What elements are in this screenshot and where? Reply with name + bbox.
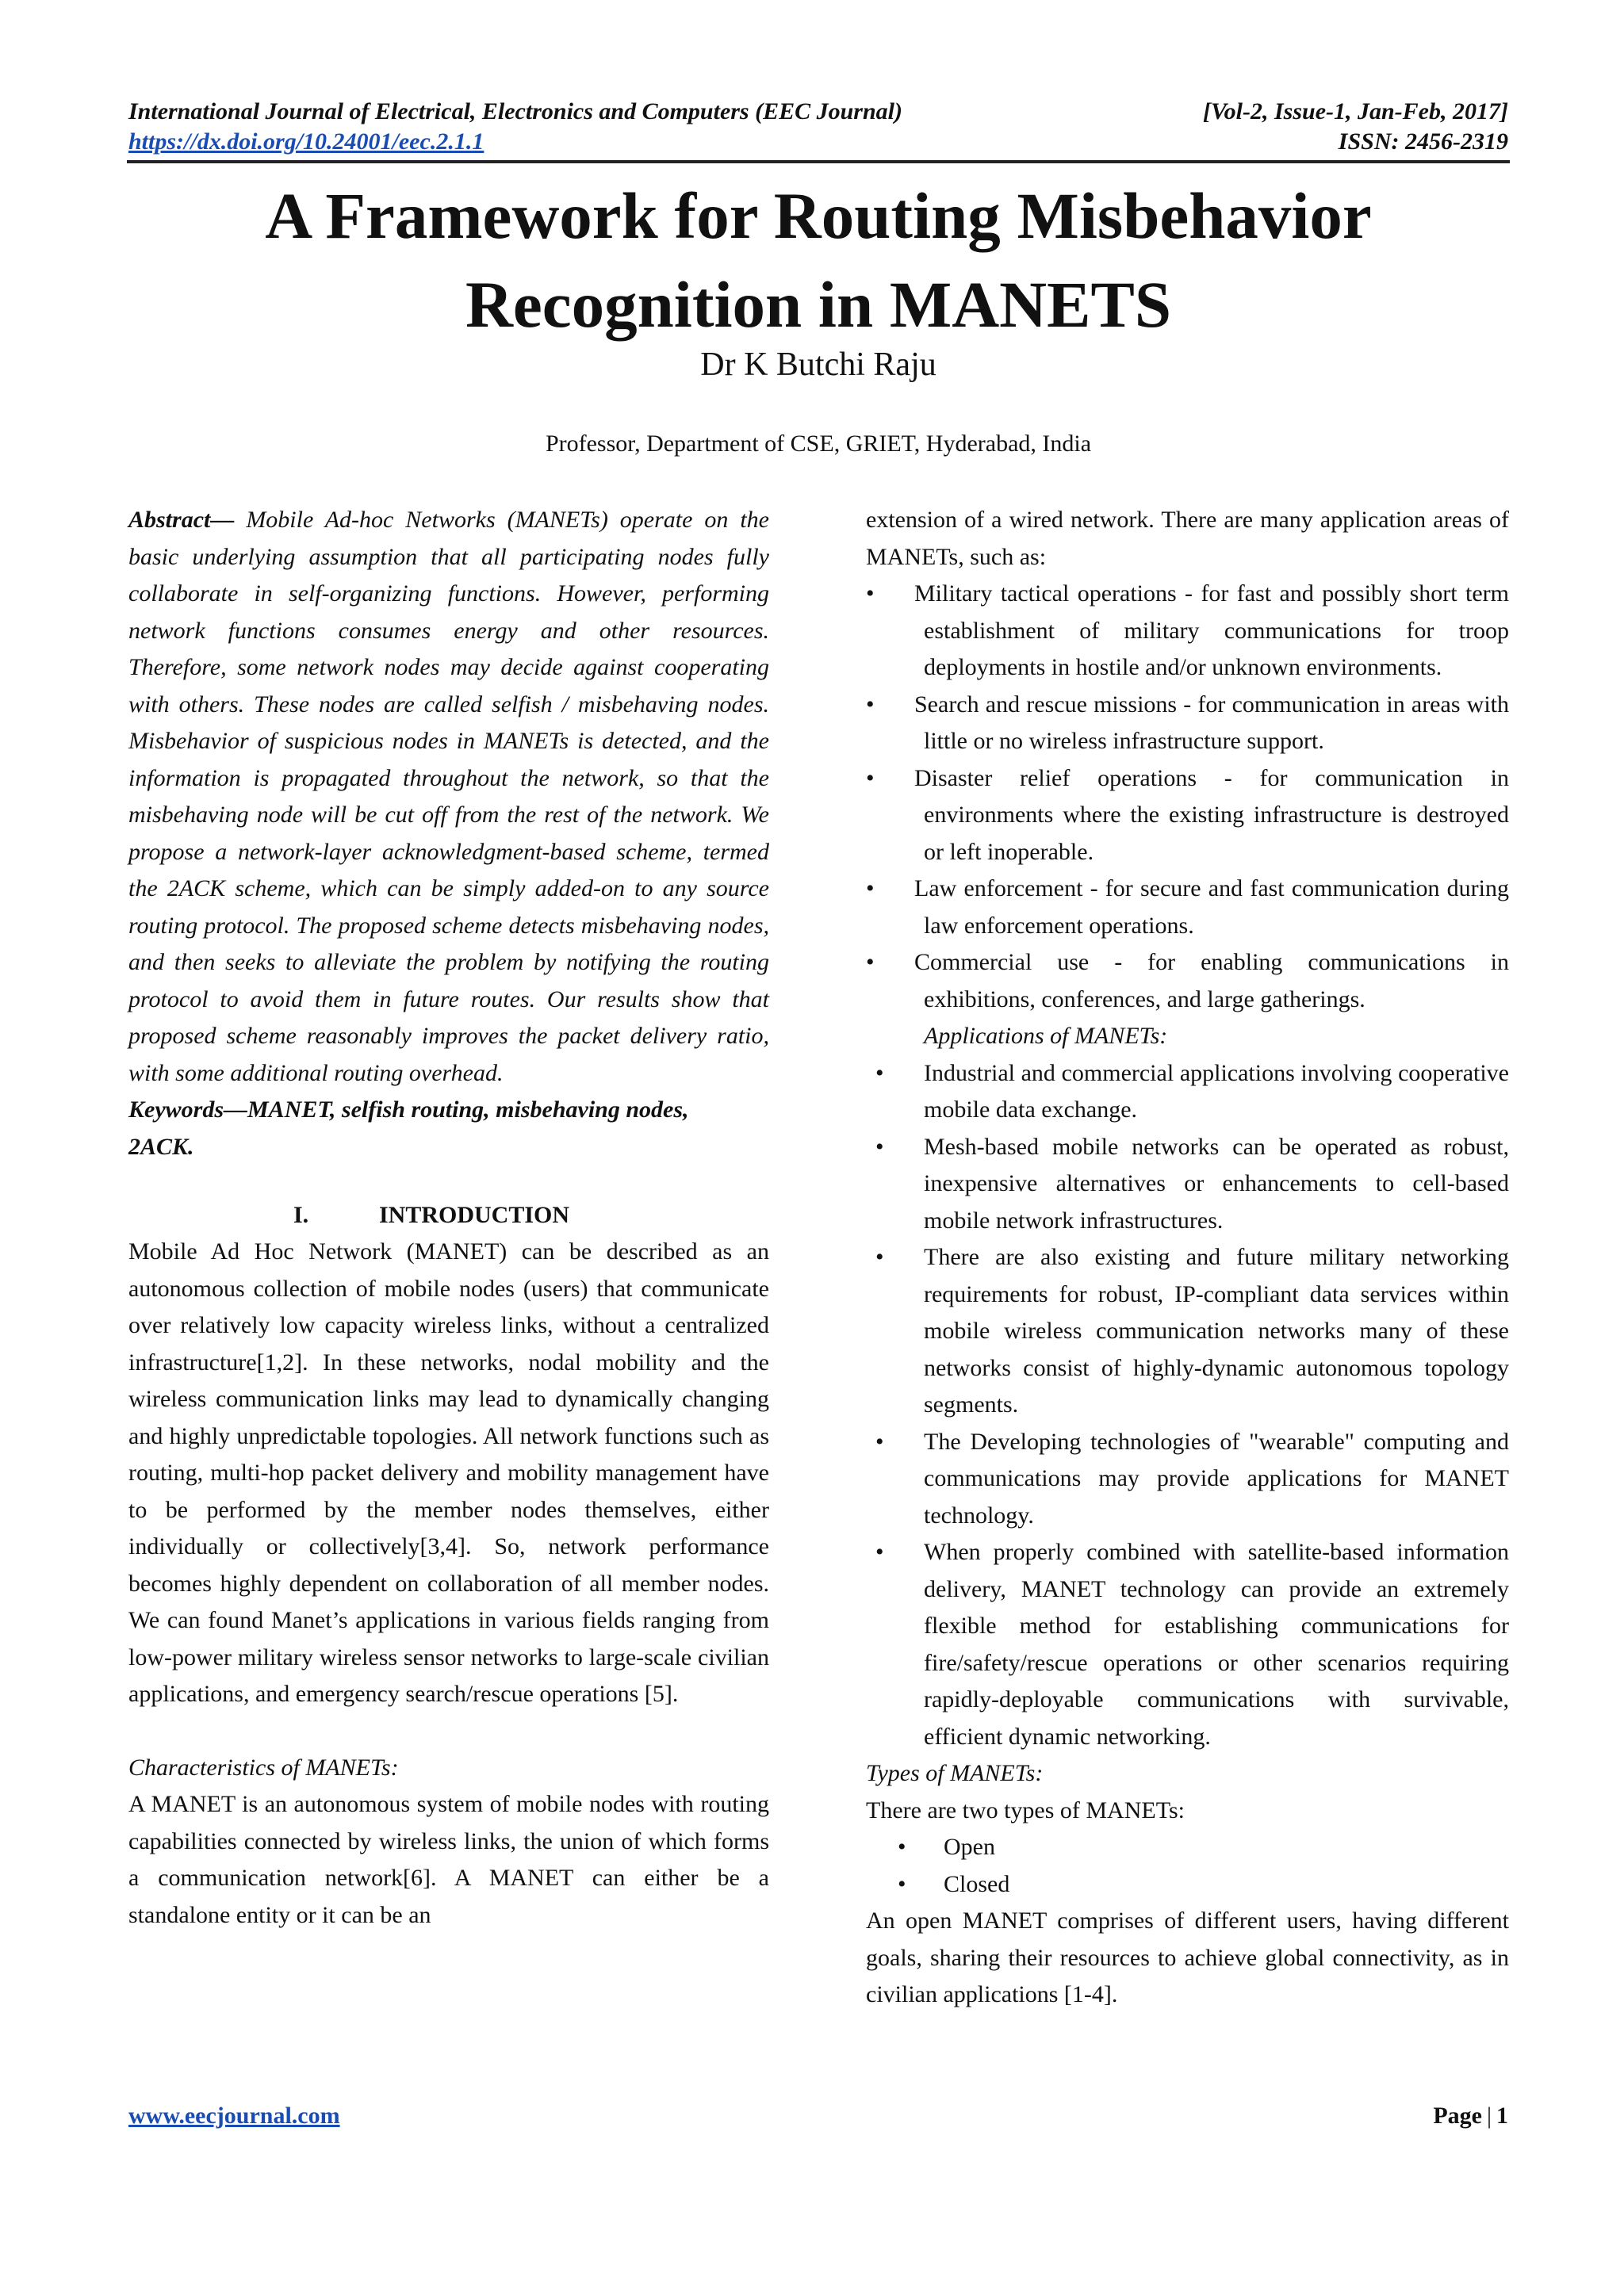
list-item: • Open [866,1829,1509,1866]
page-indicator [1433,2103,1508,2130]
footer [128,2103,1508,2134]
page-separator: | [1486,2103,1492,2129]
list-item: • There are also existing and future military networking requirements for robust, IP-compliant data services within mobile wireless communication networks many of these networks consist of highly-dynamic autonomous topology segments. [866,1239,1509,1424]
author: Dr K Butchi Raju [700,346,936,383]
open-manet-paragraph: An open MANET comprises of different users, having different goals, sharing their resources to achieve global connectivity, as in civilian applications [1-4]. [866,1908,1509,2007]
journal-website-link[interactable]: www.eecjournal.com [128,2103,340,2129]
continued-paragraph: extension of a wired network. There are many application areas of MANETs, such as: [866,507,1509,570]
journal-name: International Journal of Electrical, Electronics and Computers (EEC Journal) [128,98,902,124]
title-line-2: Recognition in MANETS [465,268,1172,341]
list-item: • Closed [866,1866,1509,1904]
applications-heading: Applications of MANETs: [924,1023,1168,1049]
abstract [128,502,769,1092]
characteristics-heading: Characteristics of MANETs: [128,1754,399,1781]
list-item: • Military tactical operations - for fast and possibly short term establishment of military communications for troop deployments in hostile and/or unknown environments. [866,576,1509,687]
application-areas-list [866,576,1509,1018]
list-item: • Search and rescue missions - for communication in areas with little or no wireless infrastructure support. [866,687,1509,760]
characteristics-paragraph: A MANET is an autonomous system of mobile nodes with routing capabilities connected by wireless links, the union of which forms a communication network[6]. A MANET can either be a standalone entity or it can be an [128,1791,769,1928]
list-item: • Law enforcement - for secure and fast communication during law enforcement operations. [866,871,1509,944]
right-column [866,502,1509,2014]
title-line-1: A Framework for Routing Misbehavior [265,179,1372,252]
issn: ISSN: 2456-2319 [1338,128,1508,155]
abstract-label: Abstract— [128,507,235,533]
intro-paragraph: Mobile Ad Hoc Network (MANET) can be described as an autonomous collection of mobile nodes (users) that communicate over relatively low capacity wireless links, without a centralized infrastructure[1,2]. In these networks, nodal mobility and the wireless communication links may lead to dynamically changing and highly unpredictable topologies. All network functions such as routing, multi-hop packet delivery and mobility management have to be performed by the member nodes themselves, either individually or collectively[3,4]. So, network performance becomes highly dependent on collaboration of all member nodes. We can found Manet’s applications in various fields ranging from low-power military wireless sensor networks to large-scale civilian applications, and emergency search/rescue operations [5]. [128,1238,769,1707]
list-item: • Mesh-based mobile networks can be operated as robust, inexpensive alternatives or enhancements to cell-based mobile network infrastructures. [866,1129,1509,1240]
keywords: Keywords—MANET, selfish routing, misbehaving nodes, 2ACK. [128,1096,689,1160]
section-heading-introduction [128,1197,769,1234]
page-number: 1 [1496,2103,1508,2129]
types-heading: Types of MANETs: [866,1760,1044,1786]
list-item: • Commercial use - for enabling communications in exhibitions, conferences, and large gatherings. [866,944,1509,1018]
section-number: I. [293,1202,309,1228]
applications-list [866,1055,1509,1756]
paper-title [128,171,1508,349]
section-title: INTRODUCTION [379,1202,570,1228]
types-intro: There are two types of MANETs: [866,1797,1185,1823]
list-item: • The Developing technologies of "wearable" computing and communications may provide applications for MANET technology. [866,1424,1509,1535]
page-label: Page [1433,2103,1482,2129]
header-rule [127,160,1510,163]
list-item: • Disaster relief operations - for communication in environments where the existing infrastructure is destroyed or left inoperable. [866,760,1509,871]
types-list [866,1829,1509,1903]
list-item: • When properly combined with satellite-based information delivery, MANET technology can provide an extremely flexible method for establishing communications for fire/safety/rescue operations or other scenarios requiring rapidly-deployable communications with survivable, efficient dynamic networking. [866,1534,1509,1755]
doi-link[interactable]: https://dx.doi.org/10.24001/eec.2.1.1 [128,128,485,155]
abstract-text: Mobile Ad-hoc Networks (MANETs) operate on the basic underlying assumption that all participating nodes fully collaborate in self-organizing functions. However, performing network functions consumes energy and other resources. Therefore, some network nodes may decide against cooperating with others. These nodes are called selfish / misbehaving nodes. Misbehavior of suspicious nodes in MANETs is detected, and the information is propagated throughout the network, so that the misbehaving node will be cut off from the rest of the network. We propose a network-layer acknowledgment-based scheme, termed the 2ACK scheme, which can be simply added-on to any source routing protocol. The proposed scheme detects misbehaving nodes, and then seeks to alleviate the problem by notifying the routing protocol to avoid them in future routes. Our results show that proposed scheme reasonably improves the packet delivery ratio, with some additional routing overhead. [128,507,769,1086]
affiliation: Professor, Department of CSE, GRIET, Hyderabad, India [545,430,1092,457]
left-column [128,502,769,1934]
spacer [128,1713,769,1750]
volume-info: [Vol-2, Issue-1, Jan-Feb, 2017] [1202,98,1508,124]
list-item: • Industrial and commercial applications involving cooperative mobile data exchange. [866,1055,1509,1129]
